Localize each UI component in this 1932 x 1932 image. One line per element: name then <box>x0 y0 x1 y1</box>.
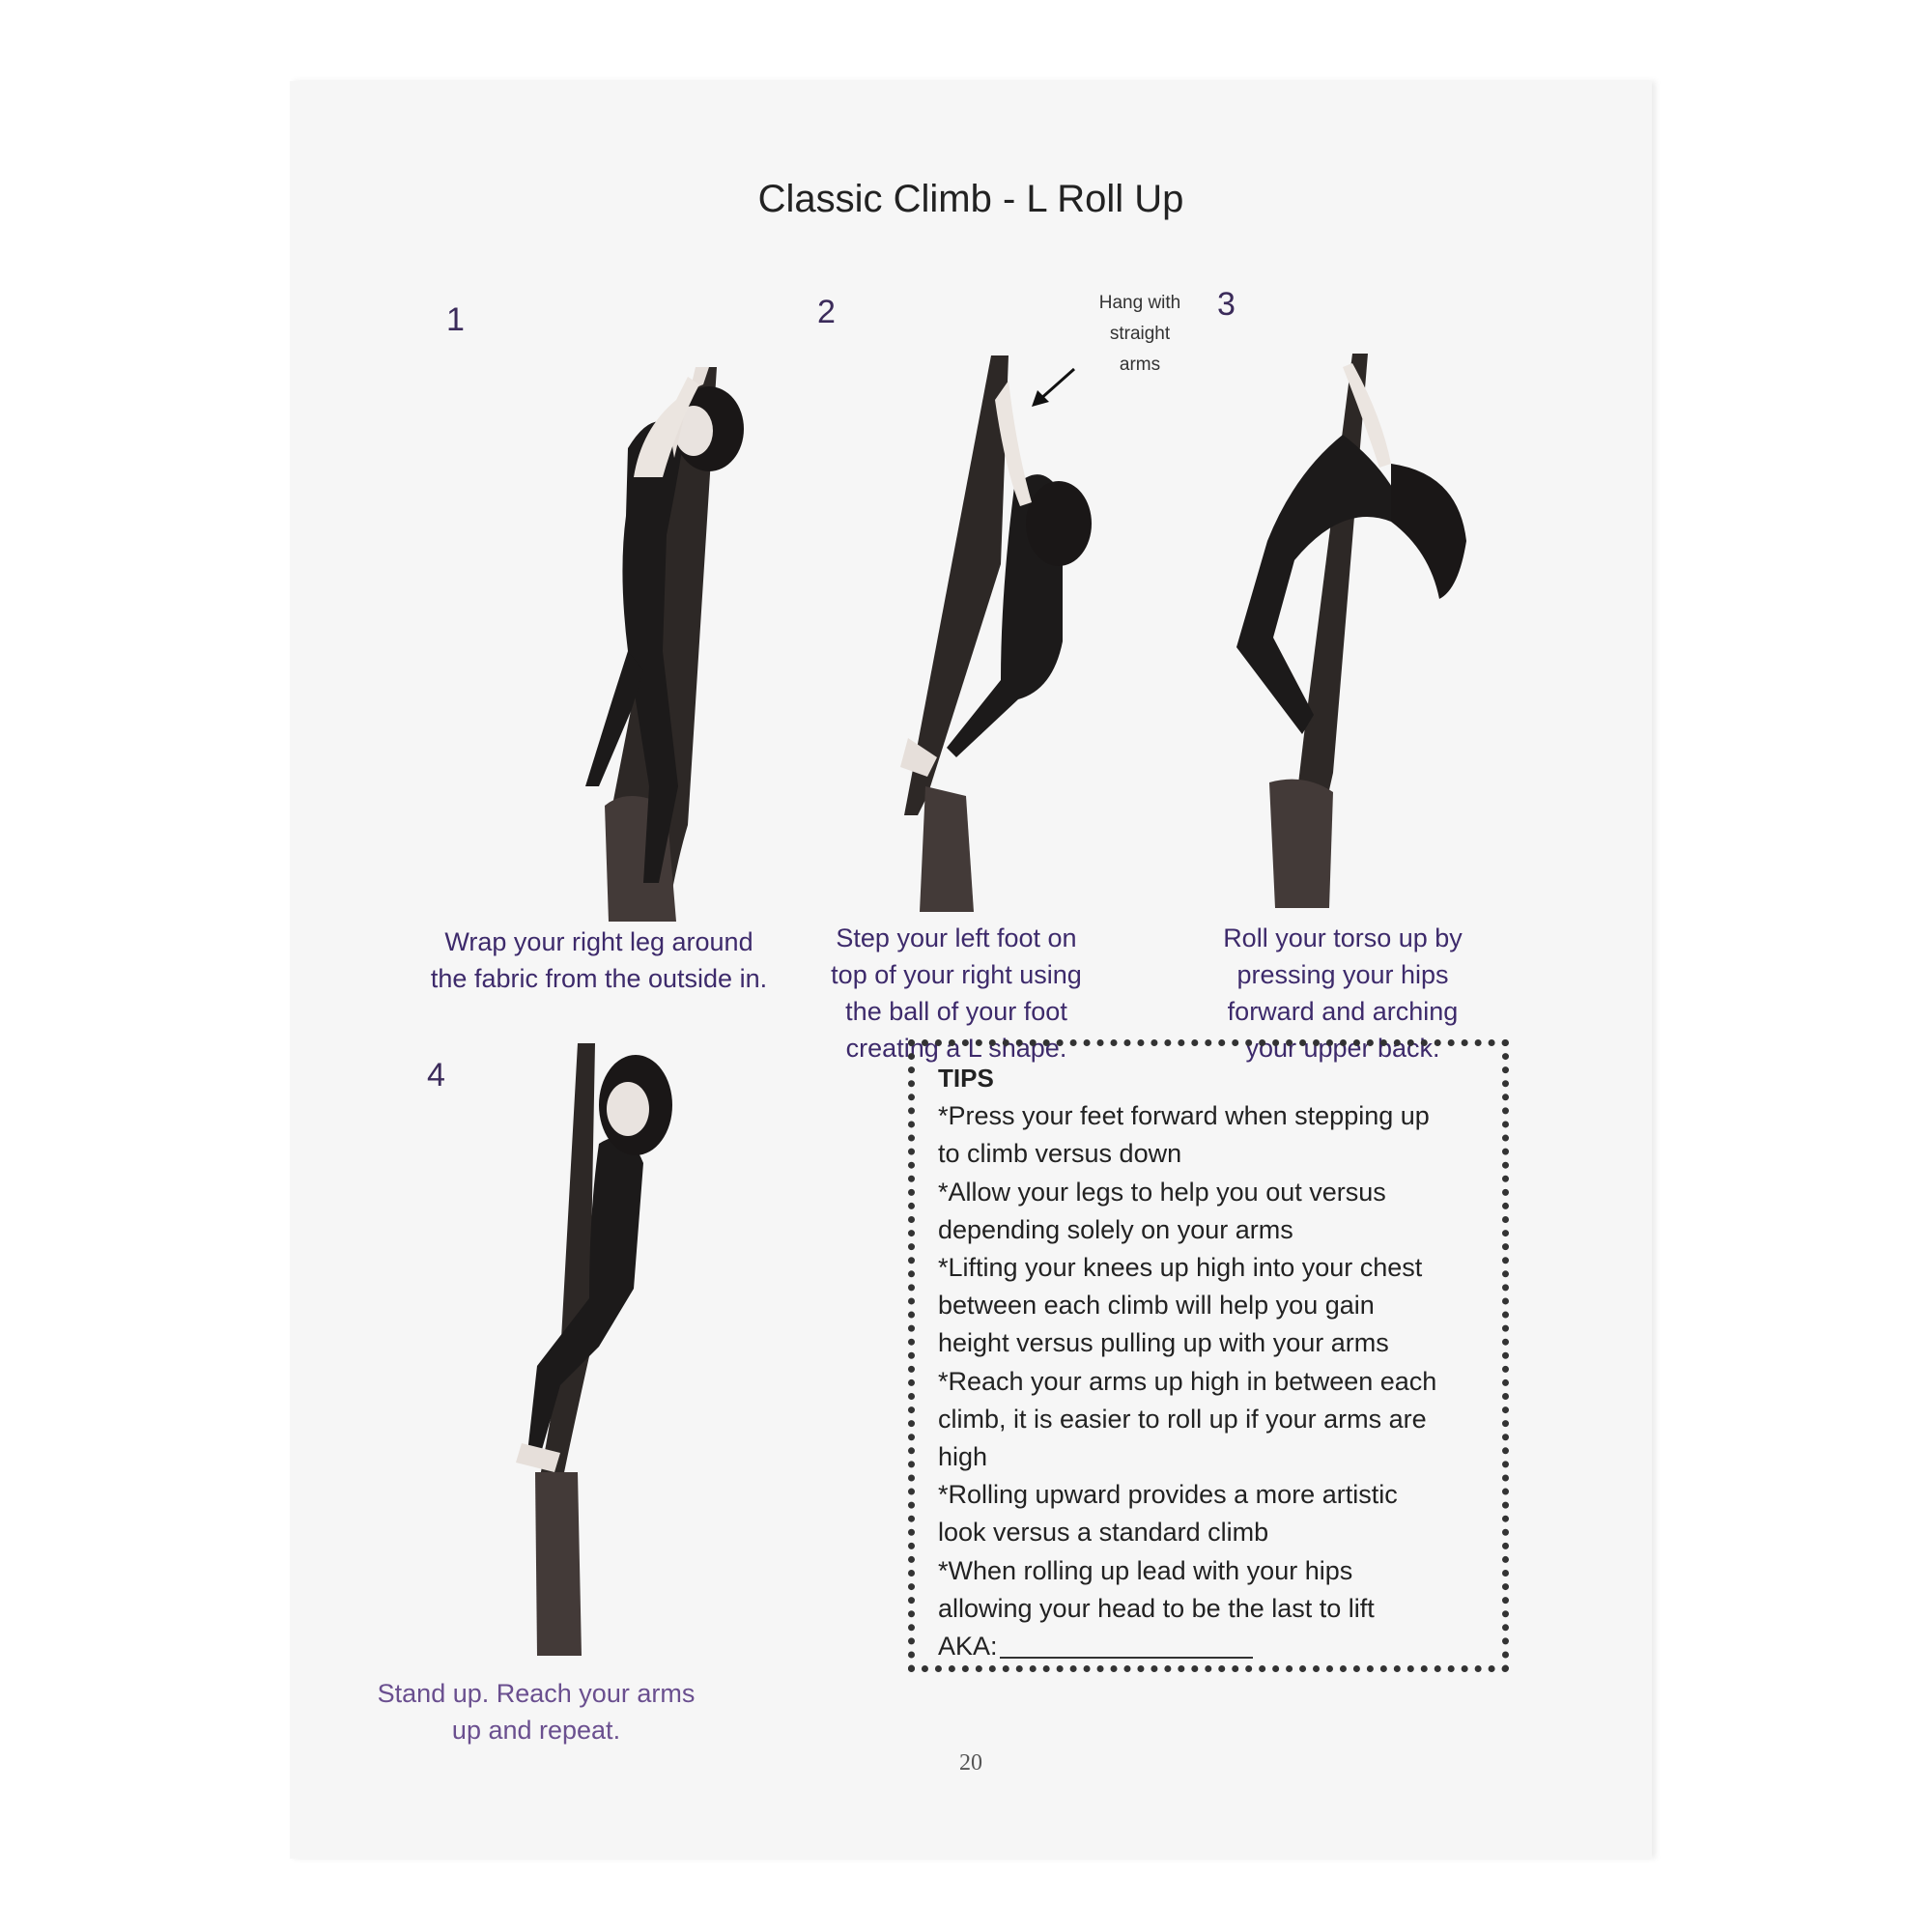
caption-line: top of your right using <box>831 960 1082 989</box>
step-2-photo <box>811 274 1101 912</box>
caption-line: creating a L shape. <box>845 1034 1067 1063</box>
caption-line: Wrap your right leg around <box>444 927 753 956</box>
tips-line: climb, it is easier to roll up if your arms are <box>938 1404 1427 1434</box>
tips-line: *Press your feet forward when stepping up <box>938 1101 1430 1131</box>
step-2-number: 2 <box>817 294 836 330</box>
callout-line: arms <box>1119 355 1161 375</box>
callout-line: Hang with <box>1098 293 1181 313</box>
tips-line: *When rolling up lead with your hips <box>938 1555 1353 1585</box>
caption-line: Step your left foot on <box>836 923 1077 952</box>
caption-line: up and repeat. <box>451 1716 621 1745</box>
tips-box <box>908 1039 1509 1672</box>
step-3-photo <box>1198 270 1507 908</box>
step-1-number: 1 <box>446 301 465 338</box>
tips-line: height versus pulling up with your arms <box>938 1328 1389 1358</box>
tips-line: between each climb will help you gain <box>938 1291 1375 1321</box>
step-4-number: 4 <box>427 1057 445 1094</box>
step-4-photo <box>454 1037 705 1656</box>
tips-line: depending solely on your arms <box>938 1214 1293 1244</box>
tips-line: to climb versus down <box>938 1139 1182 1169</box>
callout-line: straight <box>1109 324 1171 344</box>
tips-line: *Lifting your knees up high into your chest <box>938 1253 1423 1283</box>
page-title: Classic Climb - L Roll Up <box>757 178 1184 220</box>
caption-line: your upper back. <box>1245 1034 1440 1063</box>
aka-row <box>938 1628 1483 1665</box>
tips-line: high <box>938 1442 988 1472</box>
tips-line: *Rolling upward provides a more artistic <box>938 1480 1398 1510</box>
book-page <box>290 81 1652 1859</box>
step-1-caption <box>396 923 802 997</box>
caption-line: Roll your torso up by <box>1223 923 1463 952</box>
step-3-number: 3 <box>1217 286 1236 323</box>
aka-blank-line[interactable] <box>1000 1632 1253 1659</box>
caption-line: forward and arching <box>1227 997 1459 1026</box>
tips-heading: TIPS <box>938 1064 994 1093</box>
step-1-photo <box>435 284 744 922</box>
caption-line: the fabric from the outside in. <box>430 964 768 993</box>
page-number: 20 <box>959 1750 982 1776</box>
caption-line: the ball of your foot <box>845 997 1067 1026</box>
caption-line: pressing your hips <box>1236 960 1449 989</box>
tips-line: *Reach your arms up high in between each <box>938 1366 1437 1396</box>
aka-label: AKA: <box>938 1632 998 1662</box>
tips-line: look versus a standard climb <box>938 1518 1269 1548</box>
tips-line: *Allow your legs to help you out versus <box>938 1177 1386 1207</box>
caption-line: Stand up. Reach your arms <box>377 1679 696 1708</box>
tips-line: allowing your head to be the last to lift <box>938 1593 1375 1623</box>
step-4-caption <box>357 1675 715 1748</box>
